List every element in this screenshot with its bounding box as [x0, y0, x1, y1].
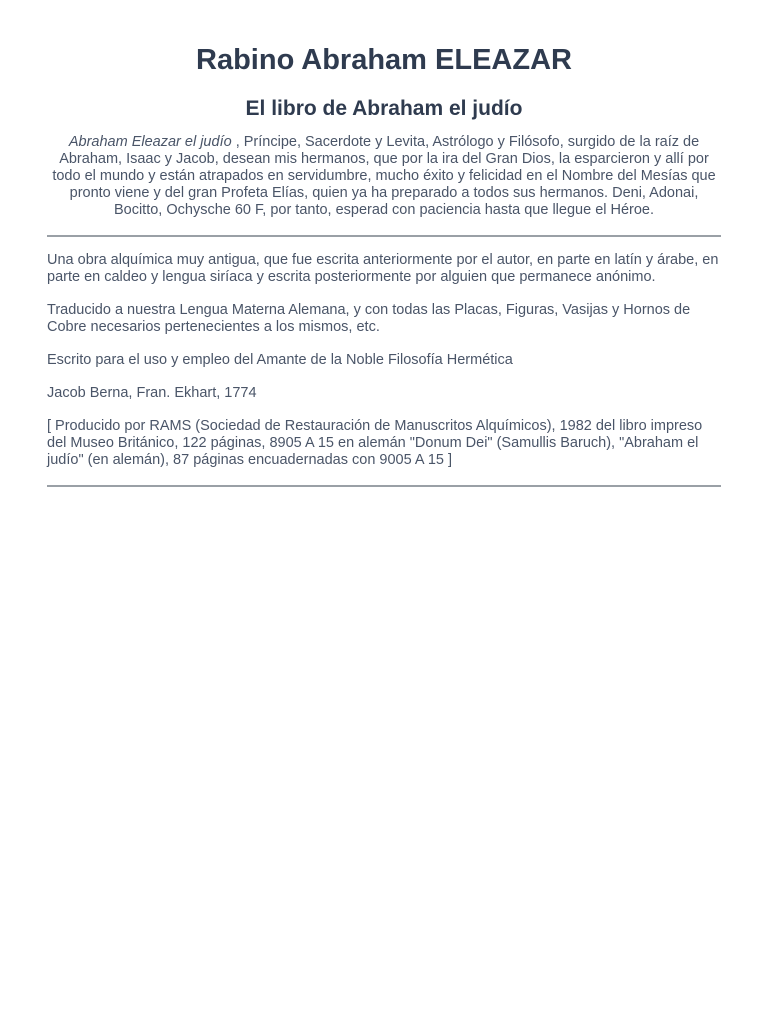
body-section	[47, 237, 721, 469]
document-subtitle: El libro de Abraham el judío	[245, 97, 523, 120]
intro-author-italic: Abraham Eleazar el judío	[68, 134, 232, 150]
document-title: Rabino Abraham ELEAZAR	[196, 44, 572, 76]
paragraph-description: Una obra alquímica muy antigua, que fue escrita anteriormente por el autor, en parte en latín y árabe, en parte en caldeo y lengua siríaca y escrita posteriormente por alguien que permanece anónimo.	[47, 252, 719, 285]
paragraph-translation: Traducido a nuestra Lengua Materna Alemana, y con todas las Placas, Figuras, Vasijas y Hornos de Cobre necesarios pertenecientes a los mismos, etc.	[47, 302, 691, 335]
intro-paragraph	[47, 134, 721, 219]
intro-text: , Príncipe, Sacerdote y Levita, Astrólogo y Filósofo, surgido de la raíz de Abraham, Isaac y Jacob, desean mis hermanos, que por la ira del Gran Dios, la esparcieron y allí por todo el mundo y están atrapados en servidumbre, mucho éxito y felicidad en el Nombre del Mesías que pronto viene y del gran Profeta Elías, quien ya ha preparado a todos sus hermanos. Deni, Adonai, Bocitto, Ochysche 60 F, por tanto, esperad con paciencia hasta que llegue el Héroe.	[52, 134, 716, 218]
divider-bottom	[47, 485, 721, 487]
paragraph-purpose: Escrito para el uso y empleo del Amante de la Noble Filosofía Hermética	[47, 352, 513, 368]
paragraph-provenance: [ Producido por RAMS (Sociedad de Restauración de Manuscritos Alquímicos), 1982 del libro impreso del Museo Británico, 122 páginas, 8905 A 15 en alemán "Donum Dei" (Samullis Baruch), "Abraham el judío" (en alemán), 87 páginas encuadernadas con 9005 A 15 ]	[47, 418, 703, 468]
paragraph-publisher: Jacob Berna, Fran. Ekhart, 1774	[47, 385, 257, 401]
